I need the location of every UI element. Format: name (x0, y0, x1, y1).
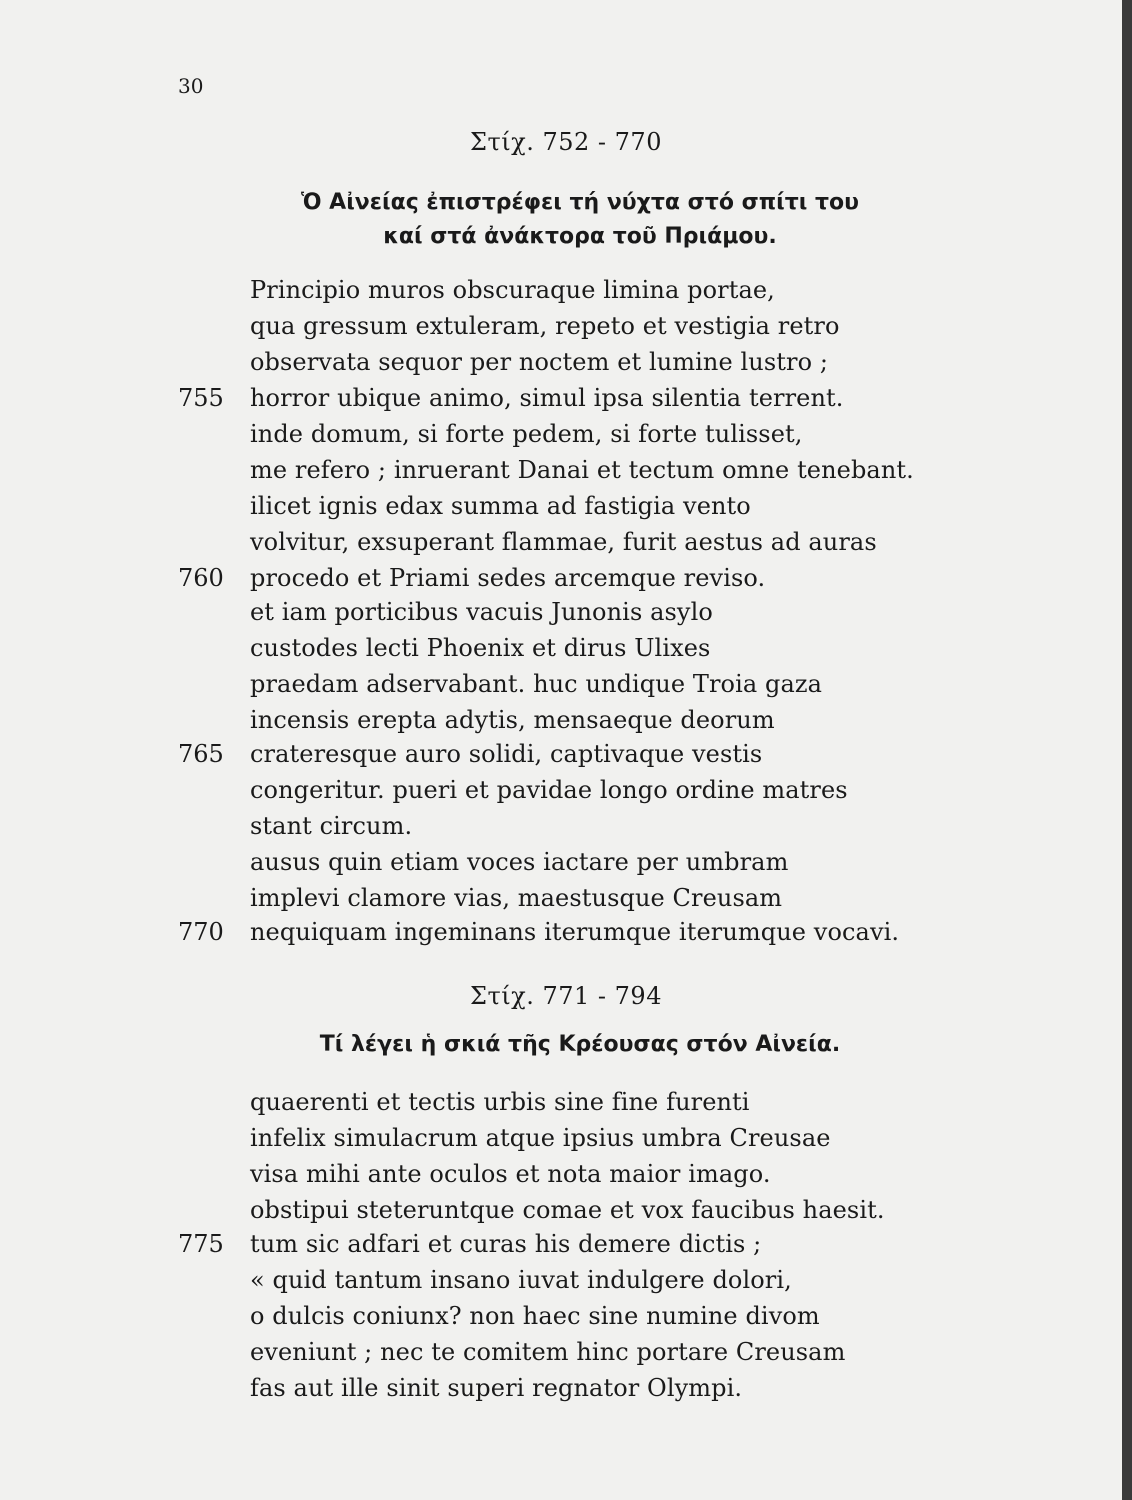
line-number: 770 (178, 918, 224, 946)
section-title-line: καί στά ἀνάκτορα τοῦ Πριάμου. (383, 224, 777, 249)
verse-line: fas aut ille sinit superi regnator Olympi. (250, 1374, 743, 1402)
verse-line: ausus quin etiam voces iactare per umbram (250, 848, 789, 876)
verse-line: ilicet ignis edax summa ad fastigia vento (250, 492, 751, 520)
verse-line: implevi clamore vias, maestusque Creusam (250, 884, 783, 912)
page-number: 30 (178, 74, 204, 98)
verse-line: procedo et Priami sedes arcemque reviso. (250, 564, 766, 592)
section-title-line: Τί λέγει ἡ σκιά τῆς Κρέουσας στόν Αἰνεία. (319, 1032, 841, 1057)
line-number: 775 (178, 1230, 224, 1258)
verse-line: custodes lecti Phoenix et dirus Ulixes (250, 634, 711, 662)
verse-line: et iam porticibus vacuis Junonis asylo (250, 598, 713, 626)
verse-line: stant circum. (250, 812, 413, 840)
verse-line: congeritur. pueri et pavidae longo ordine matres (250, 776, 848, 804)
verse-line: obstipui steteruntque comae et vox faucibus haesit. (250, 1196, 885, 1224)
page-edge-shadow (1122, 0, 1132, 1500)
section-title-line: Ὁ Αἰνείας ἐπιστρέφει τή νύχτα στό σπίτι του (300, 190, 860, 215)
verse-line: volvitur, exsuperant flammae, furit aestus ad auras (250, 528, 877, 556)
verse-line: eveniunt ; nec te comitem hinc portare Creusam (250, 1338, 846, 1366)
section-heading: Στίχ. 752 - 770 (470, 128, 662, 156)
line-number: 755 (178, 384, 224, 412)
line-number: 760 (178, 564, 224, 592)
verse-line: infelix simulacrum atque ipsius umbra Creusae (250, 1124, 831, 1152)
verse-line: me refero ; inruerant Danai et tectum omne tenebant. (250, 456, 914, 484)
verse-line: qua gressum extuleram, repeto et vestigia retro (250, 312, 840, 340)
verse-line: visa mihi ante oculos et nota maior imago. (250, 1160, 771, 1188)
section-heading: Στίχ. 771 - 794 (470, 982, 662, 1010)
verse-line: inde domum, si forte pedem, si forte tulisset, (250, 420, 803, 448)
verse-line: quaerenti et tectis urbis sine fine furenti (250, 1088, 750, 1116)
verse-line: « quid tantum insano iuvat indulgere dolori, (250, 1266, 792, 1294)
verse-line: observata sequor per noctem et lumine lustro ; (250, 348, 829, 376)
verse-line: o dulcis coniunx? non haec sine numine divom (250, 1302, 820, 1330)
line-number: 765 (178, 740, 224, 768)
verse-line: incensis erepta adytis, mensaeque deorum (250, 706, 775, 734)
verse-line: tum sic adfari et curas his demere dictis ; (250, 1230, 762, 1258)
verse-line: praedam adservabant. huc undique Troia gaza (250, 670, 823, 698)
verse-line: nequiquam ingeminans iterumque iterumque vocavi. (250, 918, 900, 946)
verse-line: horror ubique animo, simul ipsa silentia terrent. (250, 384, 844, 412)
verse-line: Principio muros obscuraque limina portae, (250, 276, 775, 304)
verse-line: crateresque auro solidi, captivaque vestis (250, 740, 763, 768)
